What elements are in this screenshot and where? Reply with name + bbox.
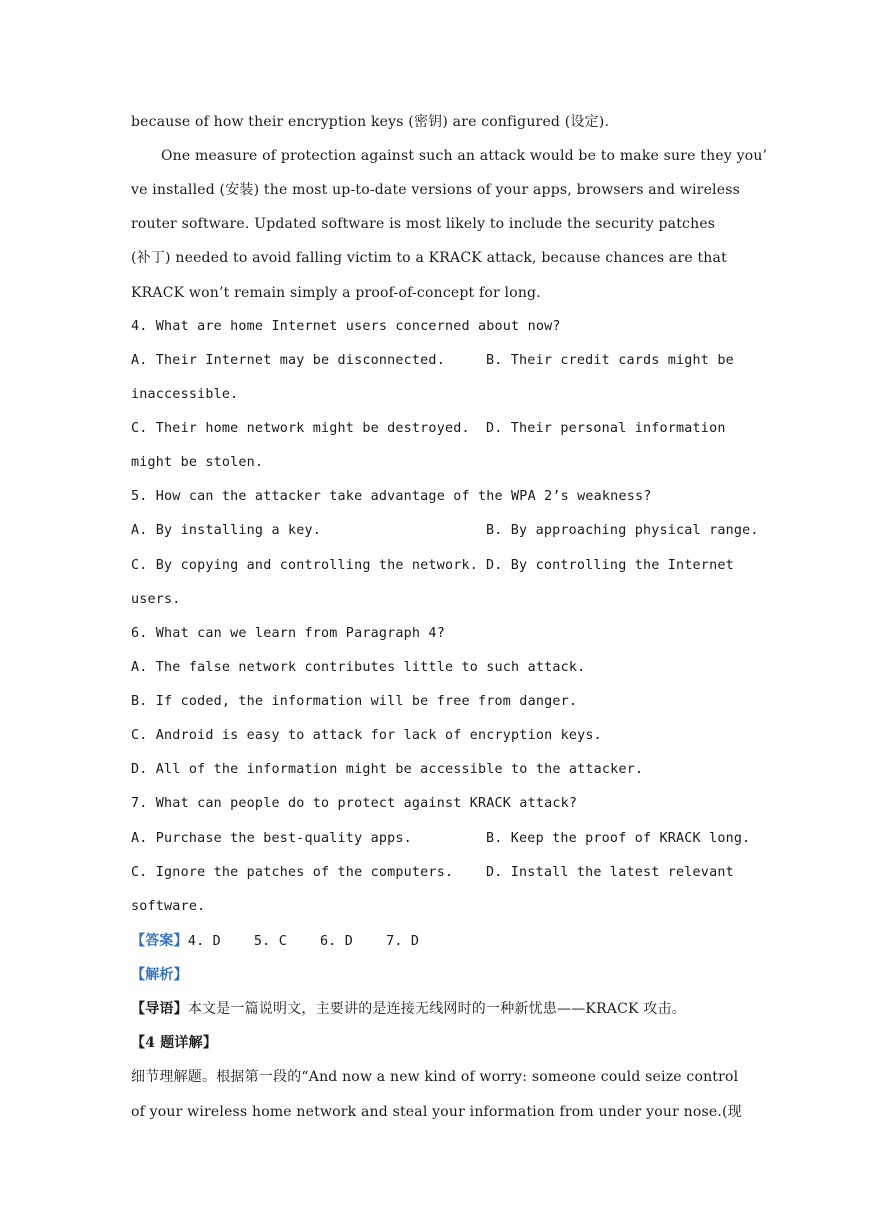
option-b: B. Keep the proof of KRACK long. [486,831,751,846]
option-continuation: users. [131,592,181,607]
option-d: D. Their personal information [486,421,726,436]
guide-line [131,1000,686,1018]
question-stem: 4. What are home Internet users concerned about now? [131,319,561,334]
passage-line: ve installed (安装) the most up-to-date versions of your apps, browsers and wireless [131,182,740,198]
passage-line: One measure of protection against such an attack would be to make sure they you’ [161,148,768,164]
option-c: C. By copying and controlling the network. [131,558,478,573]
guide-text: 本文是一篇说明文，主要讲的是连接无线网时的一种新忧患——KRACK 攻击。 [187,1001,686,1017]
option-continuation: inaccessible. [131,387,239,402]
option-a: A. The false network contributes little to such attack. [131,660,586,675]
option-d: D. Install the latest relevant [486,865,734,880]
option-continuation: might be stolen. [131,455,264,470]
detail-line: 细节理解题。根据第一段的“And now a new kind of worry: someone could seize control [131,1069,739,1085]
option-c: C. Their home network might be destroyed. [131,421,470,436]
option-a: A. By installing a key. [131,523,322,538]
option-d: D. All of the information might be accessible to the attacker. [131,762,644,777]
analysis-label: 【解析】 [131,967,188,983]
passage-line: because of how their encryption keys (密钥) are configured (设定). [131,114,610,130]
passage-line: (补丁) needed to avoid falling victim to a KRACK attack, because chances are that [131,250,727,266]
option-d: D. By controlling the Internet [486,558,734,573]
option-a: A. Purchase the best-quality apps. [131,831,412,846]
question-stem: 7. What can people do to protect against KRACK attack? [131,796,578,811]
detail-label: 【4 题详解】 [131,1035,218,1051]
option-b: B. Their credit cards might be [486,353,734,368]
option-c: C. Android is easy to attack for lack of encryption keys. [131,728,602,743]
passage-line: router software. Updated software is most likely to include the security patches [131,216,716,232]
option-a: A. Their Internet may be disconnected. [131,353,445,368]
answer-line [131,932,419,951]
answer-text: 4. D 5. C 6. D 7. D [187,934,420,949]
question-stem: 5. How can the attacker take advantage of the WPA 2’s weakness? [131,489,652,504]
option-b: B. If coded, the information will be free from danger. [131,694,578,709]
passage-line: KRACK won’t remain simply a proof-of-concept for long. [131,285,541,301]
answer-label: 【答案】 [131,933,188,949]
option-continuation: software. [131,899,206,914]
option-b: B. By approaching physical range. [486,523,759,538]
detail-line: of your wireless home network and steal your information from under your nose.(现 [131,1104,742,1120]
question-stem: 6. What can we learn from Paragraph 4? [131,626,445,641]
guide-label: 【导语】 [131,1001,188,1017]
option-c: C. Ignore the patches of the computers. [131,865,454,880]
